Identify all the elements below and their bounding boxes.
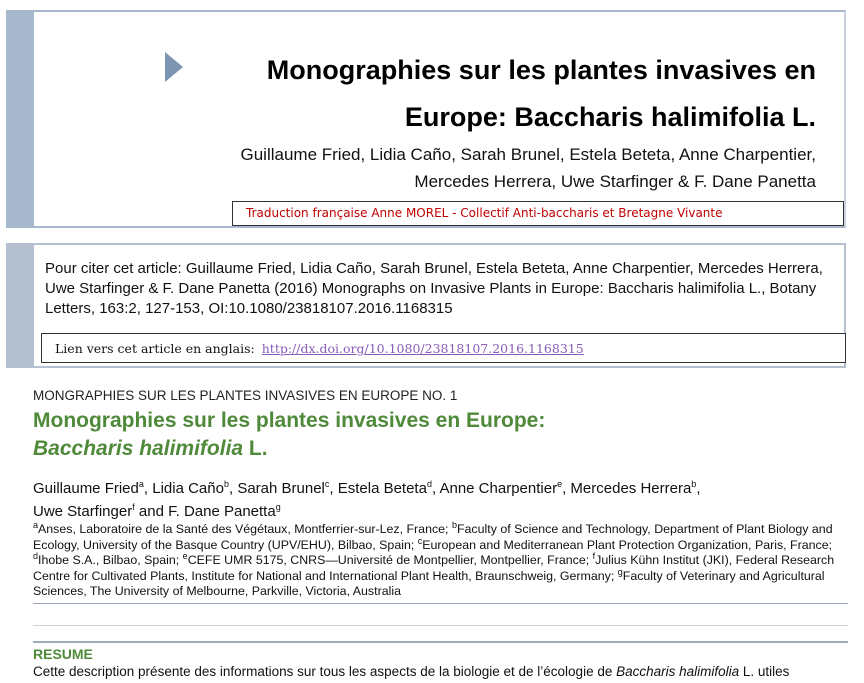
author: Anne Charpentier$^e$, [439,479,571,497]
species-name: Baccharis halimifolia [33,437,244,460]
affiliations: $^a$Anses, Laboratoire de la Santé des Végétaux, Montferrier-sur-Lez, France; $^b$Faculty of Science and Technology, Department of Plant Biology and Ecology, University of the Basque Country (UPV/EHU), Bilbao, Spain; $^c$European and Mediterranean Plant Protection Organization, Paris, France; $^d$Ihobe S.A., Bilbao, Spain; $^e$CEFE UMR 5175, CNRS—Université de Montpellier, Montpellier, France; $^f$Julius Kühn Institut (JKI), Federal Research Centre for Cultivated Plants, Institute for National and International Plant Health, Braunschweig, Germany; $^g$Faculty of Veterinary and Agricultural Sciences, The University of Melbourne, Parkville, Victoria, Australia [33,519,835,598]
author: Sarah Brunel$^c$, [237,479,338,497]
citation-text: Pour citer cet article: Guillaume Fried, Lidia Caño, Sarah Brunel, Estela Beteta, Anne Charpentier, Mercedes Herrera, Uwe Starfinger & F. Dane Panetta (2016) Monographs on Invasive Plants in Europe: Baccharis halimifolia L., Botany Letters, 163:2, 127-153, OI:10.1080/23818107.2016.1168315 [45,260,823,317]
resume-heading: RESUME [33,646,93,662]
article-authors-line-2 [33,503,281,520]
species-author: L. [243,437,268,460]
divider [33,625,848,626]
translation-credit: Traduction française Anne MOREL - Collectif Anti-baccharis et Bretagne Vivante [232,201,844,226]
author: Estela Beteta$^d$, [337,479,440,497]
author: Mercedes Herrera$^b$, [570,479,701,497]
series-label: MONGRAPHIES SUR LES PLANTES INVASIVES EN EUROPE NO. 1 [33,388,458,403]
resume-text: Cette description présente des informations sur tous les aspects de la biologie et de l’écologie de Baccharis halimifolia L. utiles [33,664,790,679]
article-authors-line-1 [33,480,700,497]
author: F. Dane Panetta$^g$ [168,502,281,520]
article-title-line-2 [33,437,268,461]
divider [33,603,848,604]
main-title-line-1: Monographies sur les plantes invasives en [266,55,816,85]
author: Uwe Starfinger$^f$ and [33,502,169,520]
divider [33,641,848,643]
article-title-line-1: Monographies sur les plantes invasives en Europe: [33,409,546,432]
english-link-box [41,333,846,363]
main-title-line-2: Europe: Baccharis halimifolia L. [404,102,816,132]
doi-link[interactable]: http://dx.doi.org/10.1080/23818107.2016.1168315 [261,341,584,356]
english-link-label: Lien vers cet article en anglais: [55,341,255,356]
arrow-bullet-icon [165,52,183,82]
author: Guillaume Fried$^a$, [33,479,153,497]
author: Lidia Caño$^b$, [152,479,238,497]
header-authors-line-2: Mercedes Herrera, Uwe Starfinger & F. Dane Panetta [414,172,816,191]
header-authors-line-1: Guillaume Fried, Lidia Caño, Sarah Brunel, Estela Beteta, Anne Charpentier, [240,145,816,164]
